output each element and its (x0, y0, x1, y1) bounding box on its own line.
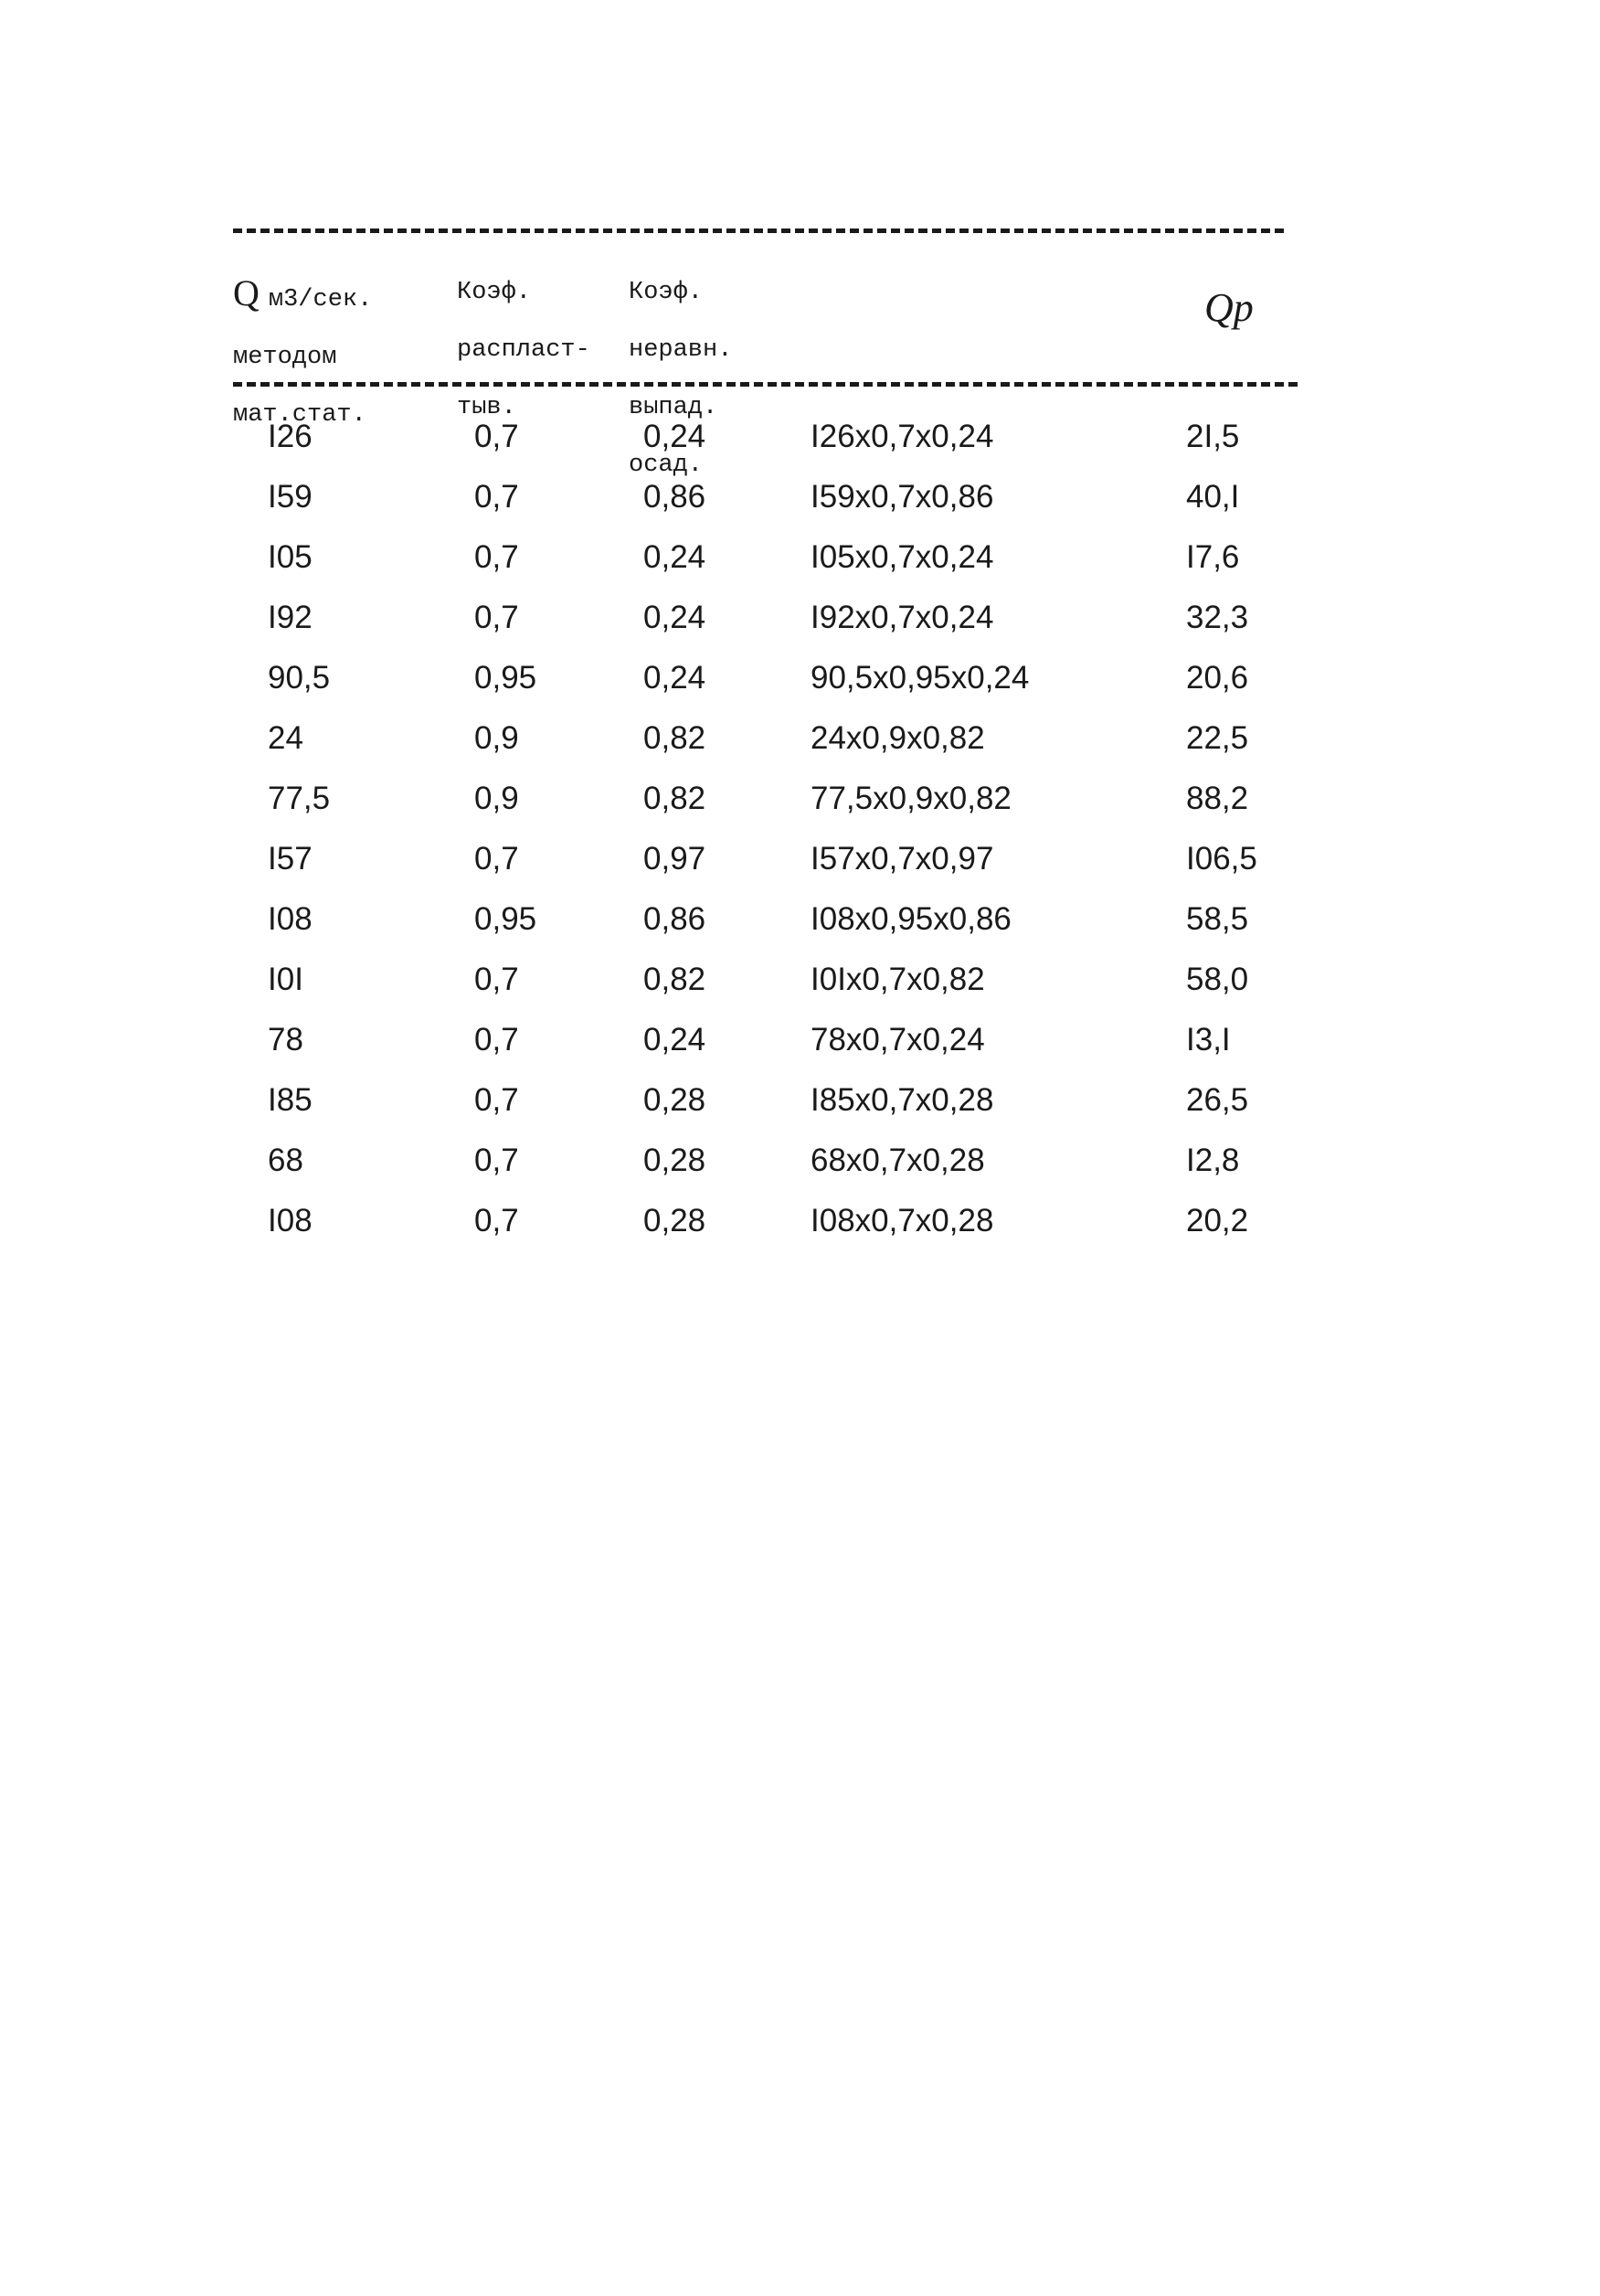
cell-product: 68х0,7х0,28 (811, 1143, 985, 1178)
table-row (0, 660, 1600, 720)
cell-q: 68 (268, 1143, 303, 1178)
table-row (0, 1082, 1600, 1143)
header-col-q-unit: м3/сек. (268, 286, 373, 314)
table-row (0, 1203, 1600, 1263)
header-col-uneven-line-4: осад. (629, 452, 704, 479)
cell-qr: 20,6 (1186, 660, 1249, 696)
cell-uneven-coef: 0,28 (643, 1203, 706, 1238)
cell-q: I0I (268, 962, 303, 997)
cell-product: 78х0,7х0,24 (811, 1022, 985, 1058)
table-row (0, 600, 1600, 660)
cell-spread-coef: 0,7 (474, 419, 519, 454)
cell-spread-coef: 0,7 (474, 479, 519, 515)
cell-q: 90,5 (268, 660, 331, 696)
q-symbol: Q (233, 272, 260, 314)
cell-spread-coef: 0,7 (474, 1082, 519, 1118)
header-col-spread-line-1: Коэф. (457, 279, 532, 306)
header-col-q-line-2: методом (233, 344, 337, 371)
cell-spread-coef: 0,7 (474, 1022, 519, 1058)
cell-uneven-coef: 0,24 (643, 539, 706, 575)
cell-q: 77,5 (268, 781, 331, 816)
table-body (0, 419, 1600, 1263)
table-row (0, 841, 1600, 901)
cell-q: I08 (268, 1203, 313, 1238)
cell-spread-coef: 0,7 (474, 539, 519, 575)
cell-uneven-coef: 0,24 (643, 419, 706, 454)
cell-qr: 26,5 (1186, 1082, 1249, 1118)
cell-product: I85х0,7х0,28 (811, 1082, 994, 1118)
cell-qr: 40,I (1186, 479, 1240, 515)
cell-uneven-coef: 0,86 (643, 901, 706, 937)
cell-product: I0Iх0,7х0,82 (811, 962, 985, 997)
cell-spread-coef: 0,9 (474, 720, 519, 756)
cell-spread-coef: 0,9 (474, 781, 519, 816)
header-col-q-line-3: мат.стат. (233, 401, 366, 429)
table-row (0, 962, 1600, 1022)
header-col-uneven-line-1: Коэф. (629, 279, 704, 306)
cell-qr: I06,5 (1186, 841, 1257, 877)
header-col-qr: Qр (1204, 285, 1254, 330)
cell-product: I08х0,95х0,86 (811, 901, 1012, 937)
table-row (0, 539, 1600, 600)
cell-q: I92 (268, 600, 313, 635)
cell-qr: 2I,5 (1186, 419, 1240, 454)
cell-q: 24 (268, 720, 303, 756)
cell-qr: 58,0 (1186, 962, 1249, 997)
cell-q: I59 (268, 479, 313, 515)
cell-uneven-coef: 0,24 (643, 660, 706, 696)
cell-spread-coef: 0,95 (474, 660, 537, 696)
header-col-spread-line-3: тыв. (457, 394, 516, 421)
cell-product: I26х0,7х0,24 (811, 419, 994, 454)
cell-spread-coef: 0,7 (474, 1143, 519, 1178)
cell-qr: 58,5 (1186, 901, 1249, 937)
header-col-q-line-1 (233, 272, 373, 314)
cell-spread-coef: 0,7 (474, 600, 519, 635)
cell-qr: I7,6 (1186, 539, 1240, 575)
table-row (0, 1143, 1600, 1203)
table-row (0, 781, 1600, 841)
header-col-uneven-line-2: неравн. (629, 336, 733, 364)
cell-q: 78 (268, 1022, 303, 1058)
cell-uneven-coef: 0,28 (643, 1082, 706, 1118)
cell-product: 77,5х0,9х0,82 (811, 781, 1012, 816)
cell-uneven-coef: 0,82 (643, 781, 706, 816)
table-row (0, 720, 1600, 781)
cell-product: I05х0,7х0,24 (811, 539, 994, 575)
header-col-uneven-line-3: выпад. (629, 394, 718, 421)
cell-uneven-coef: 0,24 (643, 600, 706, 635)
cell-qr: 20,2 (1186, 1203, 1249, 1238)
header-col-spread-line-2: распласт- (457, 336, 590, 364)
cell-spread-coef: 0,7 (474, 1203, 519, 1238)
table-row (0, 479, 1600, 539)
cell-spread-coef: 0,7 (474, 962, 519, 997)
cell-product: I08х0,7х0,28 (811, 1203, 994, 1238)
cell-q: I85 (268, 1082, 313, 1118)
table-row (0, 901, 1600, 962)
cell-product: 24х0,9х0,82 (811, 720, 985, 756)
table-row (0, 1022, 1600, 1082)
cell-qr: I3,I (1186, 1022, 1231, 1058)
cell-uneven-coef: 0,82 (643, 962, 706, 997)
cell-uneven-coef: 0,28 (643, 1143, 706, 1178)
cell-q: I57 (268, 841, 313, 877)
cell-uneven-coef: 0,82 (643, 720, 706, 756)
cell-qr: 22,5 (1186, 720, 1249, 756)
cell-q: I08 (268, 901, 313, 937)
cell-qr: I2,8 (1186, 1143, 1240, 1178)
cell-product: I57х0,7х0,97 (811, 841, 994, 877)
cell-spread-coef: 0,95 (474, 901, 537, 937)
cell-qr: 88,2 (1186, 781, 1249, 816)
cell-uneven-coef: 0,97 (643, 841, 706, 877)
cell-uneven-coef: 0,86 (643, 479, 706, 515)
cell-spread-coef: 0,7 (474, 841, 519, 877)
header-top-dashed-rule (233, 229, 1284, 233)
table-row (0, 419, 1600, 479)
header-bottom-dashed-rule (233, 382, 1298, 387)
cell-product: I92х0,7х0,24 (811, 600, 994, 635)
cell-q: I26 (268, 419, 313, 454)
cell-qr: 32,3 (1186, 600, 1249, 635)
cell-uneven-coef: 0,24 (643, 1022, 706, 1058)
cell-q: I05 (268, 539, 313, 575)
cell-product: 90,5х0,95х0,24 (811, 660, 1030, 696)
cell-product: I59х0,7х0,86 (811, 479, 994, 515)
